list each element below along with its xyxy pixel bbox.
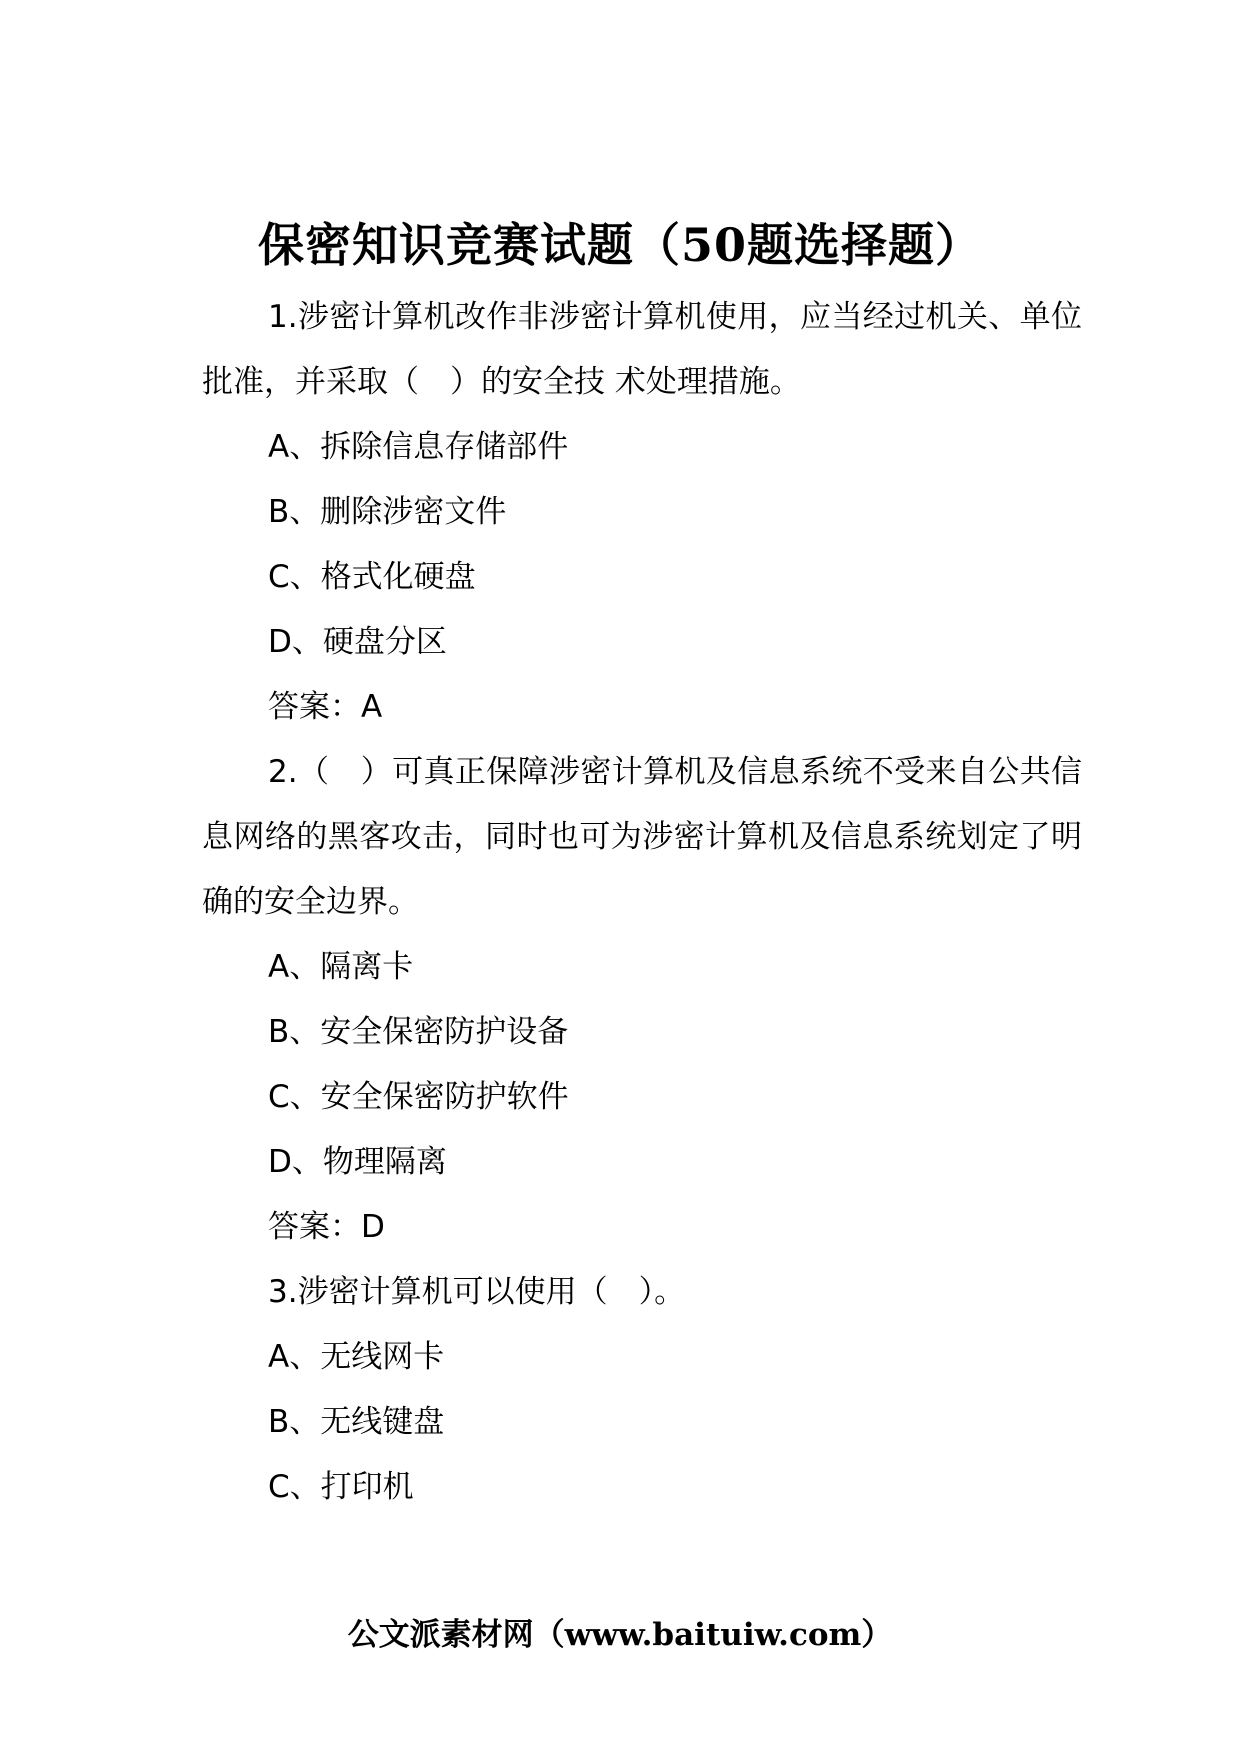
option-item: A、无线网卡 xyxy=(268,1339,445,1375)
page-footer: 公文派素材网（www.baituiw.com） xyxy=(347,1617,893,1653)
answer-line: 答案：A xyxy=(268,689,383,725)
document-body xyxy=(202,285,1082,1520)
question-stem: 2.（ ）可真正保障涉密计算机及信息系统不受来自公共信息网络的黑客攻击，同时也可为涉密计算机及信息系统划定了明确的安全边界。 xyxy=(202,754,1082,920)
option-item: B、删除涉密文件 xyxy=(268,494,507,530)
question-stem: 1.涉密计算机改作非涉密计算机使用，应当经过机关、单位批准，并采取（ ）的安全技 术处理措施。 xyxy=(202,299,1082,400)
option-item: A、隔离卡 xyxy=(268,949,414,985)
option-item: D、物理隔离 xyxy=(268,1144,447,1180)
option-item: B、无线键盘 xyxy=(268,1404,445,1440)
option-item: A、拆除信息存储部件 xyxy=(268,429,569,465)
answer-line: 答案：D xyxy=(268,1209,385,1245)
option-item: D、硬盘分区 xyxy=(268,624,447,660)
option-item: C、打印机 xyxy=(268,1469,414,1505)
option-item: B、安全保密防护设备 xyxy=(268,1014,569,1050)
question-stem: 3.涉密计算机可以使用（ ）。 xyxy=(268,1274,686,1310)
page-title: 保密知识竞赛试题（50题选择题） xyxy=(257,218,982,272)
option-item: C、安全保密防护软件 xyxy=(268,1079,569,1115)
option-item: C、格式化硬盘 xyxy=(268,559,476,595)
